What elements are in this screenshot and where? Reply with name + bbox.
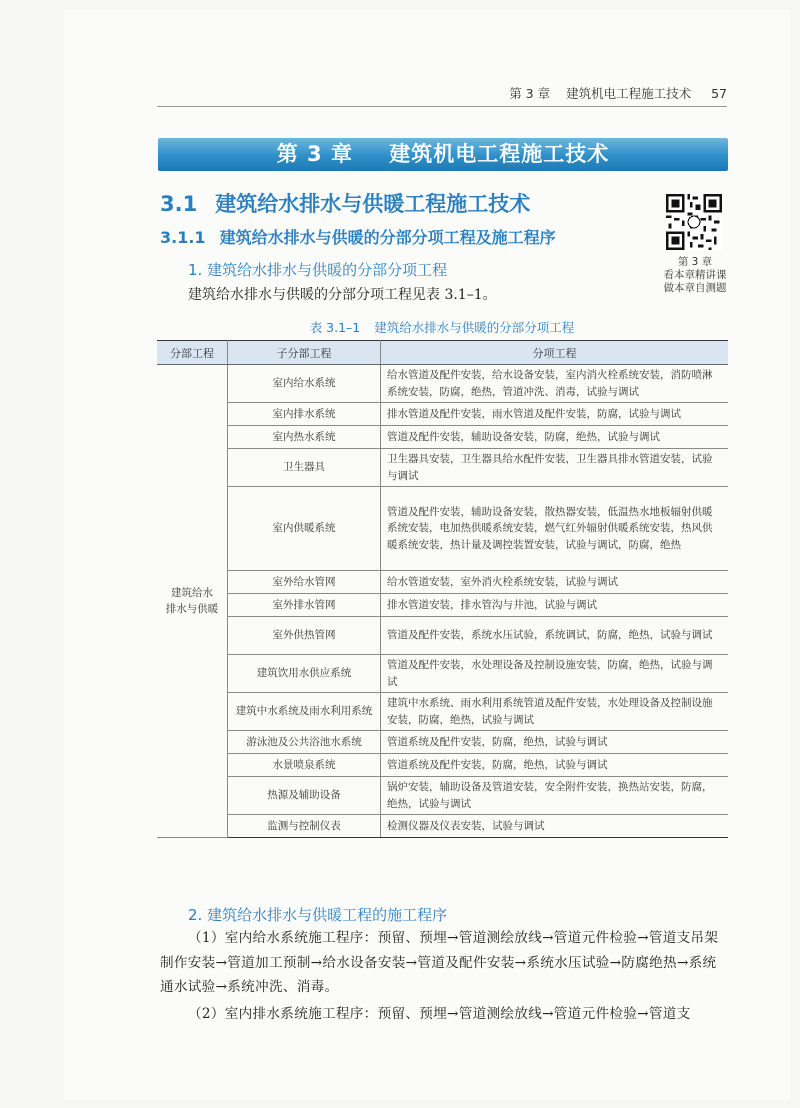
part1-intro: 建筑给水排水与供暖的分部分项工程见表 3.1–1。 [188, 287, 497, 303]
header-chapter-title: 建筑机电工程施工技术 [566, 86, 692, 101]
items-cell: 管道系统及配件安装，防腐，绝热，试验与调试 [381, 754, 729, 777]
table-caption [157, 318, 727, 336]
subdivision-cell: 室内给水系统 [228, 365, 381, 403]
subdivision-cell: 室外供热管网 [228, 617, 381, 655]
items-cell: 建筑中水系统、雨水利用系统管道及配件安装，水处理设备及控制设施安装，防腐，绝热，试验与调试 [381, 693, 729, 731]
items-cell: 管道及配件安装，水处理设备及控制设施安装，防腐，绝热，试验与调试 [381, 655, 729, 693]
table-row [157, 426, 728, 449]
subdivision-cell: 卫生器具 [228, 449, 381, 487]
section-title: 建筑给水排水与供暖工程施工技术 [215, 192, 531, 216]
subdivision-cell: 室内热水系统 [228, 426, 381, 449]
table-row [157, 693, 728, 731]
subdivision-cell: 室内供暖系统 [228, 487, 381, 571]
subdivision-cell: 建筑饮用水供应系统 [228, 655, 381, 693]
table-number: 表 3.1–1 [309, 320, 361, 335]
division-label: 建筑给水 排水与供暖 [165, 586, 219, 615]
subdivision-cell: 热源及辅助设备 [228, 777, 381, 815]
table-row [157, 815, 728, 838]
items-cell: 管道系统及配件安装，防腐，绝热，试验与调试 [381, 731, 729, 754]
running-header [157, 84, 727, 107]
paragraph-indoor-water-supply: （1）室内给水系统施工程序：预留、预埋→管道测绘放线→管道元件检验→管道支吊架制作安装→管道加工预制→给水设备安装→管道及配件安装→系统水压试验→防腐绝热→系统通水试验→系统冲洗、消毒。 [160, 930, 719, 995]
qr-caption [640, 256, 750, 295]
header-division: 分部工程 [157, 341, 228, 365]
table-row [157, 655, 728, 693]
division-cell [157, 365, 228, 838]
items-cell: 排水管道安装，排水管沟与井池，试验与调试 [381, 594, 729, 617]
table-row [157, 365, 728, 403]
items-cell: 管道及配件安装，辅助设备安装，防腐，绝热，试验与调试 [381, 426, 729, 449]
table-header-row [157, 341, 728, 365]
banner-chapter-label: 第 3 章 [276, 142, 353, 166]
items-cell: 给水管道安装，室外消火栓系统安装，试验与调试 [381, 571, 729, 594]
table-row [157, 571, 728, 594]
header-subdivision: 子分部工程 [228, 341, 381, 365]
subsection-number: 3.1.1 [160, 228, 206, 247]
table-row [157, 617, 728, 655]
items-cell: 排水管道及配件安装，雨水管道及配件安装，防腐，试验与调试 [381, 403, 729, 426]
table-row [157, 449, 728, 487]
paragraph-indoor-drainage: （2）室内排水系统施工程序：预留、预埋→管道测绘放线→管道元件检验→管道支 [188, 1006, 691, 1022]
part1-heading: 1. 建筑给水排水与供暖的分部分项工程 [188, 261, 448, 279]
table-row [157, 403, 728, 426]
banner-chapter-title: 建筑机电工程施工技术 [389, 142, 610, 166]
table-row [157, 594, 728, 617]
subdivision-cell: 建筑中水系统及雨水利用系统 [228, 693, 381, 731]
subdivision-cell: 监测与控制仪表 [228, 815, 381, 838]
items-cell: 锅炉安装，辅助设备及管道安装，安全附件安装，换热站安装，防腐，绝热，试验与调试 [381, 777, 729, 815]
qr-code-icon[interactable] [666, 194, 722, 250]
subdivision-cell: 水景喷泉系统 [228, 754, 381, 777]
table-row [157, 754, 728, 777]
subdivision-cell: 室外给水管网 [228, 571, 381, 594]
subdivision-table [157, 340, 728, 838]
items-cell: 给水管道及配件安装，给水设备安装，室内消火栓系统安装，消防喷淋系统安装，防腐，绝热，管道冲洗、消毒，试验与调试 [381, 365, 729, 403]
table-row [157, 777, 728, 815]
qr-caption-line3: 做本章自测题 [663, 282, 727, 294]
subdivision-cell: 游泳池及公共浴池水系统 [228, 731, 381, 754]
qr-caption-line1: 第 3 章 [677, 256, 713, 268]
part2-heading: 2. 建筑给水排水与供暖工程的施工程序 [188, 906, 448, 924]
subsection-title: 建筑给水排水与供暖的分部分项工程及施工程序 [219, 228, 556, 247]
section-number: 3.1 [160, 192, 198, 216]
subsection-heading [160, 225, 556, 248]
items-cell: 检测仪器及仪表安装，试验与调试 [381, 815, 729, 838]
table-title: 建筑给水排水与供暖的分部分项工程 [374, 320, 575, 335]
items-cell: 管道及配件安装，辅助设备安装，散热器安装，低温热水地板辐射供暖系统安装，电加热供暖系统安装，燃气红外辐射供暖系统安装，热风供暖系统安装，热计量及调控装置安装，试验与调试，防腐，绝热 [381, 487, 729, 571]
subdivision-cell: 室外排水管网 [228, 594, 381, 617]
items-cell: 卫生器具安装，卫生器具给水配件安装，卫生器具排水管道安装，试验与调试 [381, 449, 729, 487]
table-row [157, 731, 728, 754]
header-chapter-label: 第 3 章 [509, 86, 551, 101]
table-row [157, 487, 728, 571]
page-number: 57 [711, 86, 727, 101]
section-heading [160, 188, 530, 218]
subdivision-cell: 室内排水系统 [228, 403, 381, 426]
qr-caption-line2: 看本章精讲课 [663, 269, 727, 281]
header-items: 分项工程 [381, 341, 729, 365]
chapter-banner [158, 138, 728, 171]
items-cell: 管道及配件安装，系统水压试验，系统调试，防腐，绝热，试验与调试 [381, 617, 729, 655]
